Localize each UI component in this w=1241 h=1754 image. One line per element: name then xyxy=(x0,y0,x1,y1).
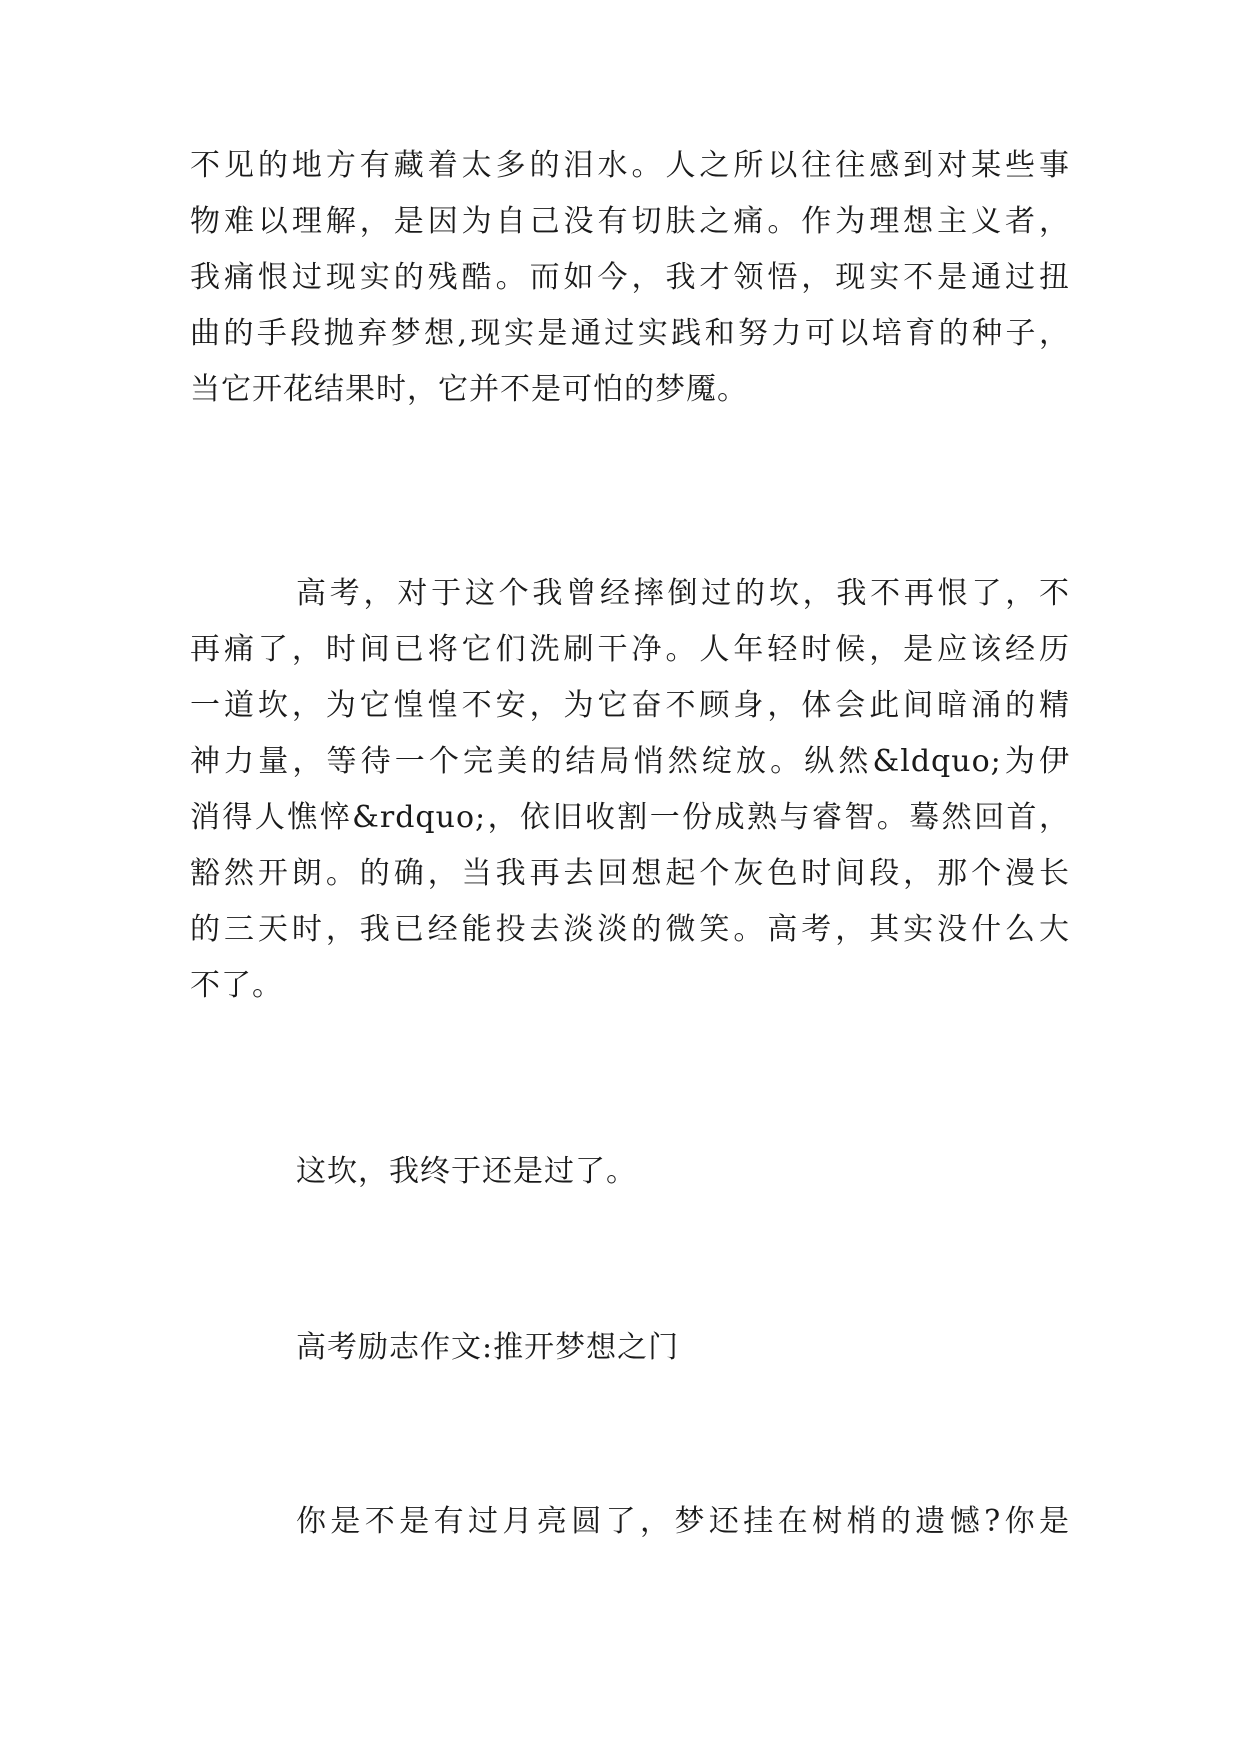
paragraph-line: 消得人憔悴&rdquo;，依旧收割一份成熟与睿智。蓦然回首， xyxy=(190,800,1070,835)
paragraph-line: 物难以理解，是因为自己没有切肤之痛。作为理想主义者， xyxy=(190,204,1070,239)
paragraph-line: 不了。 xyxy=(190,968,283,1003)
paragraph-line: 再痛了，时间已将它们洗刷干净。人年轻时候，是应该经历 xyxy=(190,632,1070,667)
paragraph-line: 当它开花结果时，它并不是可怕的梦魇。 xyxy=(190,372,748,407)
paragraph-line: 豁然开朗。的确，当我再去回想起个灰色时间段，那个漫长 xyxy=(190,856,1070,891)
paragraph-line: 高考，对于这个我曾经摔倒过的坎，我不再恨了，不 xyxy=(296,576,1070,611)
section-heading: 高考励志作文:推开梦想之门 xyxy=(296,1330,680,1365)
paragraph-line: 一道坎，为它惶惶不安，为它奋不顾身，体会此间暗涌的精 xyxy=(190,688,1070,723)
paragraph-line: 曲的手段抛弃梦想,现实是通过实践和努力可以培育的种子， xyxy=(190,316,1070,351)
paragraph-line: 不见的地方有藏着太多的泪水。人之所以往往感到对某些事 xyxy=(190,148,1070,183)
paragraph-line: 我痛恨过现实的残酷。而如今，我才领悟，现实不是通过扭 xyxy=(190,260,1070,295)
paragraph-line: 神力量，等待一个完美的结局悄然绽放。纵然&ldquo;为伊 xyxy=(190,744,1070,779)
paragraph-line: 的三天时，我已经能投去淡淡的微笑。高考，其实没什么大 xyxy=(190,912,1070,947)
paragraph-line: 这坎，我终于还是过了。 xyxy=(296,1154,637,1189)
paragraph-line: 你是不是有过月亮圆了，梦还挂在树梢的遗憾?你是 xyxy=(296,1504,1070,1539)
